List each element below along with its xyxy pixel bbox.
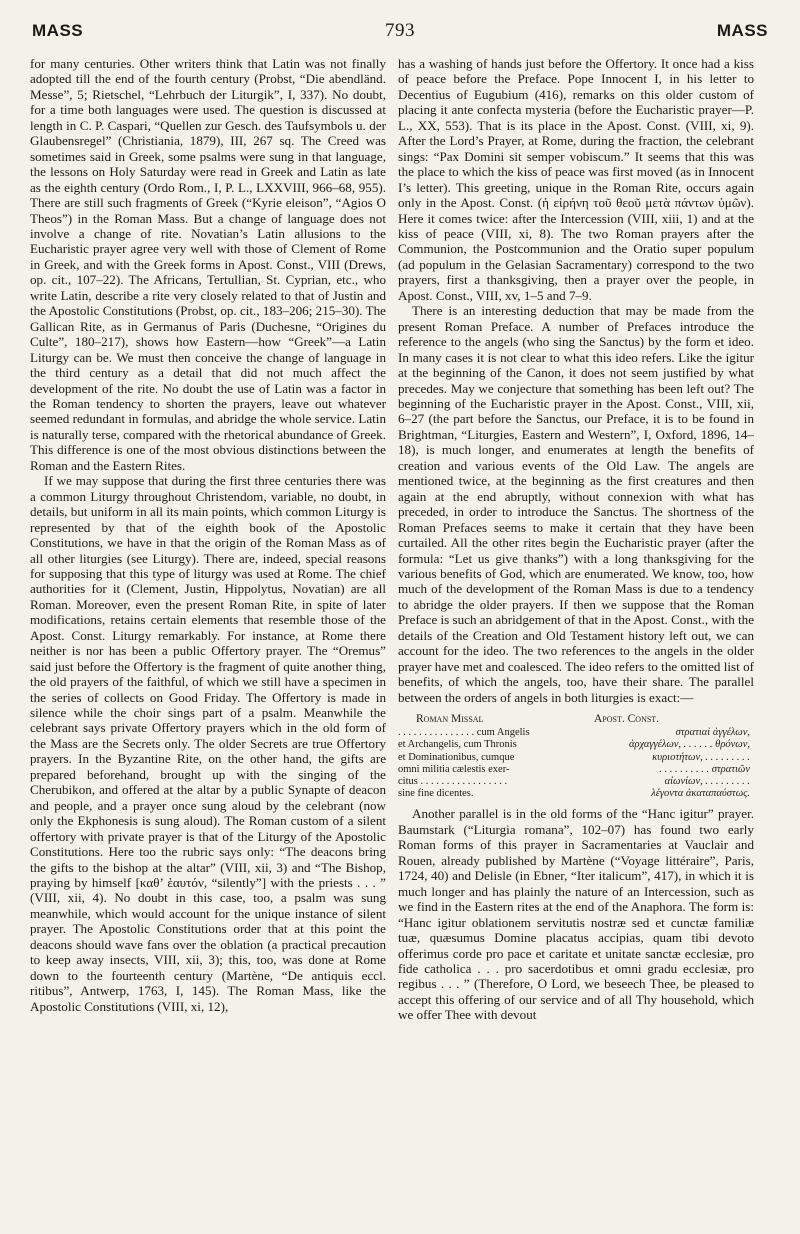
- left-column: [30, 56, 386, 1228]
- header-right-title: MASS: [716, 21, 768, 40]
- table-row: [398, 776, 754, 788]
- table-cell-latin: sine fine dicentes.: [398, 788, 474, 800]
- table-row: [398, 727, 754, 739]
- table-cell-latin: omni militia cælestis exer-: [398, 763, 510, 775]
- table-cell-greek: αἰωνίων, . . . . . . . . .: [664, 776, 750, 788]
- paragraph: has a washing of hands just before the Offertory. It once had a kiss of peace before the Preface. Pope Innocent I, in his letter to Decentius of Eugubium (416), remarks on this older custom of placing it ante confecta mysteria (before the Eucharistic prayer—P. L., XX, 553). That is its place in the Apost. Const. (VIII, xi, 9). After the Lord’s Prayer, at Rome, during the fraction, the celebrant sings: “Pax Domini sit semper vobiscum.” It seems that this was the place to which the kiss of peace was first moved (as in Innocent I’s letter). This greeting, unique in the Roman Rite, occurs again only in the Apost. Const. (ἡ εἰρήνη τοῦ θεοῦ μετὰ πάντων ὑμῶν). Here it comes twice: after the Intercession (VIII, xiii, 1) and at the kiss of peace (VIII, xi, 8). The two Roman prayers after the Communion, the Postcommunion and the Oratio super populum (ad populum in the Gelasian Sacramentary) correspond to the two prayers, first a thanksgiving, then a prayer over the people, in Apost. Const., VIII, xv, 1–5 and 7–9.: [398, 56, 754, 303]
- table-cell-latin: et Archangelis, cum Thronis: [398, 739, 517, 751]
- table-row: [398, 788, 754, 800]
- table-cell-greek: κυριοτήτων, . . . . . . . . .: [652, 751, 750, 763]
- table-cell-greek: . . . . . . . . . . στρατιῶν: [659, 763, 750, 775]
- angels-comparison-table: [398, 713, 754, 800]
- table-cell-latin: et Dominationibus, cumque: [398, 751, 515, 763]
- table-header: [398, 713, 754, 725]
- page-number: 793: [385, 20, 415, 41]
- table-cell-greek: στρατιαὶ ἀγγέλων,: [675, 727, 750, 739]
- table-row: [398, 752, 754, 764]
- header-left-title: MASS: [32, 21, 84, 40]
- table-cell-latin: citus . . . . . . . . . . . . . . . . .: [398, 776, 508, 788]
- table-header-roman-missal: Roman Missal: [416, 713, 484, 726]
- paragraph: for many centuries. Other writers think that Latin was not finally adopted till the end of the fourth century (Probst, “Die abendländ. Messe”, 5; Rietschel, “Lehrbuch der Liturgik”, I, 337). No doubt, for a time both languages were used. The question is discussed at length in C. P. Caspari, “Quellen zur Gesch. des Taufsymbols u. der Glaubensregel” (Christiania, 1879), III, 267 sq. The Creed was sometimes said in Greek, some psalms were sung in that language, the lessons on Holy Saturday were read in Greek and Latin as late as the eighth century (Ordo Rom., I, P. L., LXXVIII, 966–68, 955). There are still such fragments of Greek (“Kyrie eleison”, “Agios O Theos”) in the Roman Mass. But a change of language does not involve a change of rite. Novatian’s Latin allusions to the Eucharistic prayer agree very well with those of Clement of Rome in Greek, and with the Greek forms in Apost. Const., VIII (Drews, op. cit., 107–22). The Africans, Tertullian, St. Cyprian, etc., who write Latin, describe a rite very closely related to that of Justin and the Apostolic Constitutions (Probst, op. cit., 183–206; 215–30). The Gallican Rite, as in Germanus of Paris (Duchesne, “Origines du Culte”, 180–217), shows how Eastern—how “Greek”—a Latin Liturgy can be. We must then conceive the change of language in the third century as a detail that did not much affect the development of the rite. No doubt the use of Latin was a factor in the Roman tendency to shorten the prayers, leave out whatever seemed redundant in formulas, and abridge the whole service. Latin is naturally terse, compared with the rhetorical abundance of Greek. This difference is one of the most obvious distinctions between the Roman and the Eastern Rites.: [30, 56, 386, 473]
- table-header-apost-const: Apost. Const.: [594, 713, 660, 726]
- table-row: [398, 739, 754, 751]
- table-row: [398, 764, 754, 776]
- paragraph: Another parallel is in the old forms of the “Hanc igitur” prayer. Baumstark (“Liturgia romana”, 102–07) has found two early Roman forms of this prayer in Sacramentaries at Vauclair and Rouen, already published by Martène (“Voyage littéraire”, Paris, 1724, 40) and Delisle (in Ebner, “Iter italicum”, 417), in which it is much longer and has plainly the nature of an Intercession, such as we find in the Eastern rites at the end of the Anaphora. The form is: “Hanc igitur oblationem servitutis nostræ sed et cunctæ familiæ tuæ, quæsumus Domine placatus accipias, quam tibi devoto offerimus corde pro pace et caritate et unitate sanctæ ecclesiæ, pro fide catholica . . . pro sacerdotibus et omni gradu ecclesiæ, pro regibus . . . ” (Therefore, O Lord, we beseech Thee, be pleased to accept this offering of our service and of all Thy household, which we offer Thee with devout: [398, 806, 754, 1023]
- right-column: [398, 56, 754, 1228]
- table-cell-greek: λέγοντα ἀκαταπαύστως.: [651, 788, 750, 800]
- table-cell-latin: . . . . . . . . . . . . . . . cum Angelis: [398, 727, 530, 739]
- paragraph: There is an interesting deduction that may be made from the present Roman Preface. A number of Prefaces introduce the reference to the angels (who sing the Sanctus) by the form et ideo. In many cases it is not clear to what this ideo refers. Like the igitur at the beginning of the Canon, it does not seem justified by what precedes. May we conjecture that something has been left out? The beginning of the Eucharistic prayer in the Apost. Const., VIII, xii, 6–27 (the part before the Sanctus, our Preface, it is to be found in Brightman, “Liturgies, Eastern and Western”, I, Oxford, 1896, 14–18), is much longer, and enumerates at length the benefits of creation and various events of the Old Law. The angels are mentioned twice, at the beginning as the first creatures and then again at the end abruptly, without connexion with what has preceded, in order to introduce the Sanctus. The shortness of the Roman Prefaces seems to make it certain that they have been curtailed. All the other rites begin the Eucharistic prayer (after the formula: “Let us give thanks”) with a long thanksgiving for the various benefits of God, which are enumerated. We know, too, how much of the development of the Roman Mass is due to a tendency to abridge the older prayers. If then we suppose that the Roman Preface is such an abridgement of that in the Apost. Const., with the details of the Creation and Old Testament history left out, we can account for the ideo. The two references to the angels in the older prayer have met and coalesced. The ideo refers to the omitted list of benefits, of which the angels, too, have their share. The parallel between the orders of angels in both liturgies is exact:—: [398, 303, 754, 705]
- paragraph: If we may suppose that during the first three centuries there was a common Liturgy throughout Christendom, variable, no doubt, in details, but uniform in all its main points, which common Liturgy is represented by that of the eighth book of the Apostolic Constitutions, we have in that the origin of the Roman Mass as of all other liturgies (see Liturgy). There are, indeed, special reasons for supposing that this type of liturgy was used at Rome. The chief authorities for it (Clement, Justin, Hippolytus, Novatian) are all Roman. Moreover, even the present Roman Rite, in spite of later modifications, retains certain elements that resemble those of the Apost. Const. Liturgy remarkably. For instance, at Rome there neither is nor has been a public Offertory prayer. The “Oremus” said just before the Offertory is the fragment of quite another thing, the old prayers of the faithful, of which we still have a specimen in the series of collects on Good Friday. The Offertory is made in silence while the choir sings part of a psalm. Meanwhile the celebrant says private Offertory prayers which in the old form of the Mass are the Secrets only. The older Secrets are true Offertory prayers. In the Byzantine Rite, on the other hand, the gifts are prepared beforehand, brought up with the singing of the Cherubikon, and offered at the altar by a public Synapte of deacon and people, and a prayer once sung aloud by the celebrant (now only the Ekphonesis is sung aloud). The Roman custom of a silent offertory with private prayer is that of the Liturgy of the Apostolic Constitutions. Here too the rubric says only: “The deacons bring the gifts to the bishop at the altar” (VIII, xii, 3) and “The Bishop, praying by himself [καθ’ ἑαυτόν, “silently”] with the priests . . . ” (VIII, xii, 4). No doubt in this case, too, a psalm was sung meanwhile, which would account for the unique instance of silent prayer. The Apostolic Constitutions order that at this point the deacons should wave fans over the oblation (a practical precaution to keep away insects, VIII, xii, 3); this, too, was done at Rome down to the fourteenth century (Martène, “De antiquis eccl. ritibus”, Antwerp, 1763, I, 145). The Roman Mass, like the Apostolic Constitutions (VIII, xi, 12),: [30, 473, 386, 1014]
- table-cell-greek: ἀρχαγγέλων, . . . . . . θρόνων,: [628, 739, 750, 751]
- running-header: [32, 18, 768, 44]
